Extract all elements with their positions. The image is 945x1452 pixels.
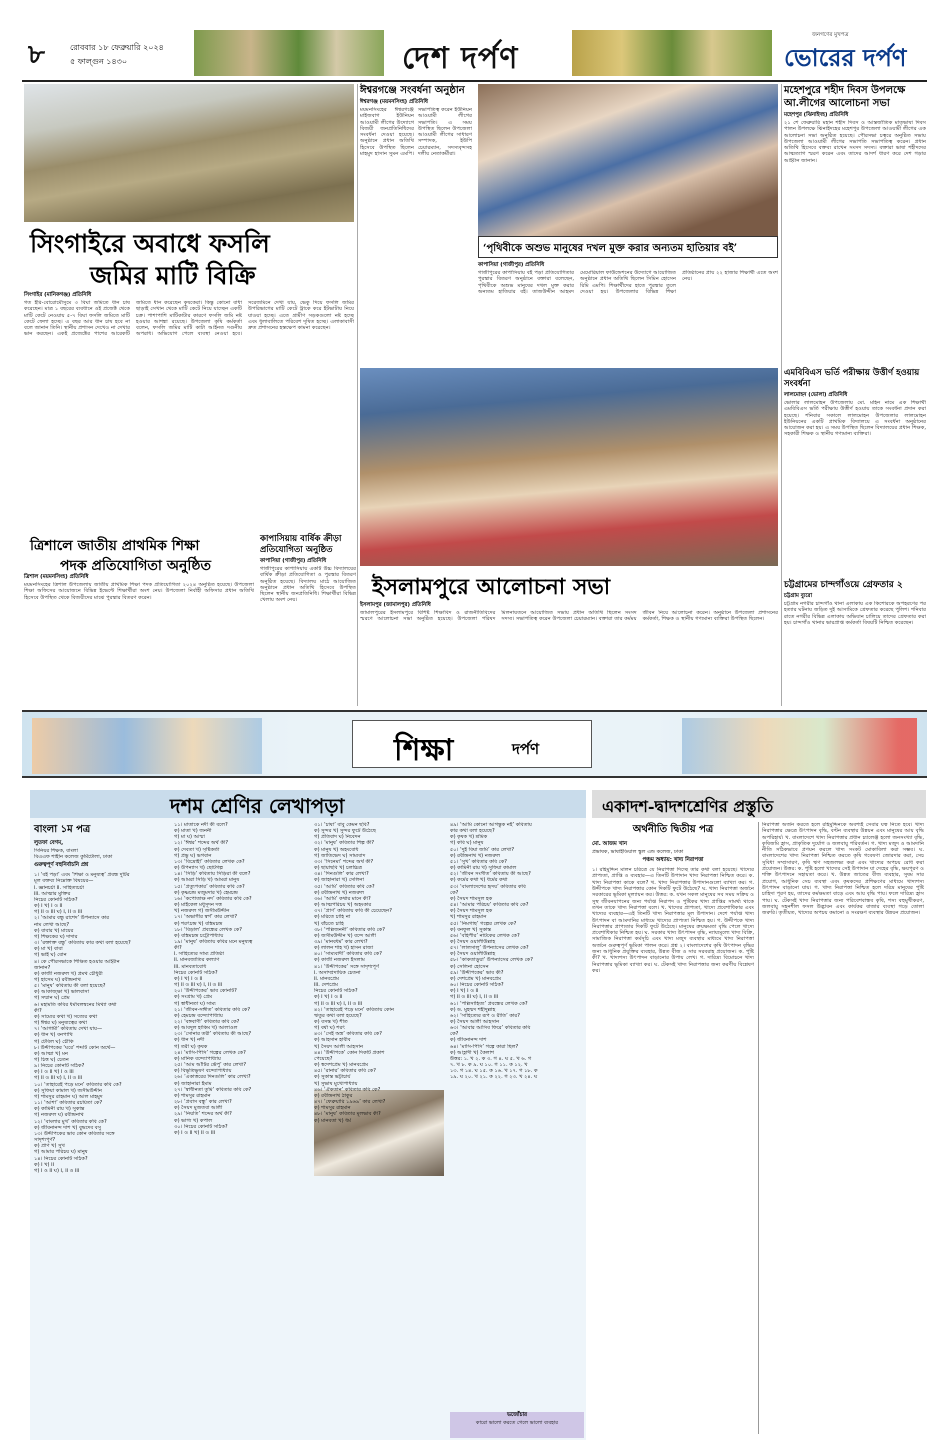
question-line: ক) শরৎচন্দ্র খ) বঙ্কিমচন্দ্র	[174, 920, 223, 927]
question-line: ক) মাতা খ) জননী	[174, 828, 212, 835]
question-line: ক) বাবার খ) মায়ের	[34, 927, 74, 934]
kapasia-sports-text: গাজীপুরের কাপাসিয়ায় একটি উচ্চ বিদ্যালয়ের বার্ষিক ক্রীড়া প্রতিযোগিতা ও পুরস্কার বিতরণ অনুষ্ঠিত হয়েছে। বিদ্যালয় মাঠে আয়োজিত অনুষ্ঠানে প্রধান অতিথি হিসেবে উপস্থিত ছিলেন স্থানীয় জনপ্রতিনিধি। শিক্ষার্থীরা বিভিন্ন খেলায় অংশ নেয়।	[260, 566, 356, 604]
question-line: নিচের কোনটি সঠিক?	[314, 988, 358, 995]
class10-teacher: লুতফা বেগম,	[34, 840, 64, 846]
question-line: ৩৮। ‘পল্লিজননী’ কবিতার কবি কে?	[314, 926, 385, 933]
date-line-1: রোববার ১৮ ফেব্রুয়ারি ২০২৪	[70, 43, 164, 52]
question-line: গ) প্রতিবাদ ঘ) নিবেদন	[314, 834, 361, 841]
question-line: ক) i খ) ii	[34, 1161, 54, 1168]
section-title: দেশ দর্পণ	[402, 41, 519, 76]
question-line: ১। ‘বই পড়া’ এবং ‘শিক্ষা ও মনুষ্যত্ব’ প্রবন্ধ দুটির	[34, 872, 130, 879]
question-line: ২। ‘আমার বন্ধু রাশেদ’ উপন্যাসে কার	[34, 915, 110, 922]
question-line: গ) তরী ঘ) কৃষক	[174, 1043, 208, 1050]
question-line: খ) সুভাষ মুখোপাধ্যায়	[314, 1080, 358, 1087]
question-line: গ) কবি ঘ) মানুষ	[450, 840, 484, 847]
header-strip-left	[194, 30, 384, 76]
education-banner	[22, 710, 927, 778]
book-byline: কাপাসিয়া (গাজীপুর) প্রতিনিধি	[478, 262, 545, 268]
question-line: ক) কৃষ্ণচন্দ্র মজুমদার খ) হেমচন্দ্র	[174, 889, 238, 896]
question-line: ii. মানবপ্রেম	[314, 975, 339, 982]
class11-text-2: নিরাপত্তা অর্জন করতে হলে রহিমুদ্দিনকে অবশ্যই সেবার যত্ন নিতে হবে। খাদ্য নিরাপত্তার ক্ষেত্রে উৎপাদন বৃদ্ধি, বণ্টন ব্যবস্থার উন্নয়ন এবং মানুষের আয় বৃদ্ধি অপরিহার্য। খ. বাংলাদেশে খাদ্য নিরাপত্তার প্রধান চ্যালেঞ্জ হলো জনসংখ্যা বৃদ্ধি, কৃষিজমি হ্রাস, প্রাকৃতিক দুর্যোগ ও জলবায়ু পরিবর্তন। গ. খাদ্য মজুদ ও আমদানি নীতি সঠিকভাবে প্রণয়ন করলে খাদ্য সংকট মোকাবিলা করা সম্ভব। ঘ. বাংলাদেশের খাদ্য নিরাপত্তা নিশ্চিত করতে কৃষি গবেষণা জোরদার করা, সেচ সুবিধা সম্প্রসারণ, কৃষি ঋণ সহজলভ্য করা এবং খাদ্যের অপচয় রোধ করা প্রয়োজন। উত্তর: ক. পুষ্টি হলো খাদ্যের সেই উপাদান যা দেহের বৃদ্ধি, ক্ষয়পূরণ ও শক্তি উৎপাদনে সহায়তা করে। খ. উন্নত জাতের বীজ ব্যবহার, সুষম সার প্রয়োগ, আধুনিক সেচ ব্যবস্থা এবং কৃষকদের প্রশিক্ষণের মাধ্যমে খাদ্যশস্য উৎপাদন বাড়ানো যায়। গ. খাদ্য নিরাপত্তা নিশ্চিত হলে দরিদ্র মানুষের পুষ্টি চাহিদা পূরণ হয়, তাদের কর্মক্ষমতা বাড়ে এবং আয় বৃদ্ধি পায়। ফলে দারিদ্র্য হ্রাস পায়। ঘ. টেকসই খাদ্য নিরাপত্তার জন্য পরিবেশবান্ধব কৃষি, শস্য বহুমুখীকরণ, জলবায়ু সহনশীল ফসল উদ্ভাবন এবং কার্যকর বাজার ব্যবস্থা গড়ে তোলা জরুরি। তৃতীয়ত, খাদ্যের অপচয় কমানো ও সংরক্ষণ ব্যবস্থার উন্নয়ন প্রয়োজন।	[762, 822, 924, 917]
question-line: গ) স্বাধীনতা ঘ) সাম্য	[174, 1000, 216, 1007]
question-line: ক) কাজী নজরুল খ) প্রমথ চৌধুরী	[34, 970, 103, 977]
question-line: ক) i খ) i ও ii	[450, 988, 479, 995]
ishwarganj-headline: ঈশ্বরগঞ্জে সংবর্ধনা অনুষ্ঠান	[360, 85, 465, 96]
question-line: ৩৪। ‘দিনগুলি’ কার লেখা?	[314, 871, 369, 878]
question-line: ১১। ‘আশা’ কবিতার রচয়িতা কে?	[34, 1100, 103, 1107]
book-text: গাজীপুরের কাপাসিয়ায় বই পড়া প্রতিযোগিতার পুরস্কার বিতরণ অনুষ্ঠানে বক্তারা বলেছেন, পৃথিবীকে অশুভ মানুষের দখল মুক্ত করার অন্যতম হাতিয়ার বই। তাজউদ্দীন আহমদ মেমোরিয়াল ফাউন্ডেশনের উদ্যোগে আয়োজিত অনুষ্ঠানে প্রধান অতিথি ছিলেন সিমিন হোসেন রিমি এমপি। শিক্ষার্থীদের হাতে পুরস্কার তুলে দেওয়া হয়। উপজেলার বিভিন্ন শিক্ষা প্রতিষ্ঠানের প্রায় ২২ হাজার শিক্ষার্থী এতে অংশ নেয়।	[478, 270, 778, 295]
question-line: ঋতুর কথা বলা হয়েছে?	[314, 1012, 362, 1019]
question-line: ক) রবীন্দ্রনাথ খ) নজরুল	[450, 852, 501, 859]
maheshpur-story	[784, 84, 926, 364]
question-line: ক) মানবতা খ) ধর্ম	[314, 1117, 351, 1124]
question-line: ৩৫। ‘আমি’ কবিতার কবি কে?	[314, 883, 375, 890]
question-line: ৯। নিচের কোনটি সঠিক?	[34, 1063, 85, 1070]
question-line: ৬০। নিচের কোনটি সঠিক?	[450, 982, 504, 989]
question-line: ৪০। ‘সাম্যবাদী’ কবিতার কবি কে?	[314, 951, 382, 958]
question-line: ৫। ‘মানুষ’ কবিতায় কী বলা হয়েছে?	[34, 983, 106, 990]
question-line: ক) রবীন্দ্রনাথ খ) নজরুল	[314, 889, 365, 896]
question-line: ৬২। ‘সাহিত্যের রূপ ও রীতি’ কার?	[450, 1012, 520, 1019]
question-line: ৬৪। ‘মাসি-পিসি’ গল্পে কারা ছিল?	[450, 1043, 519, 1050]
header-rule	[22, 80, 927, 82]
question-line: ক) লালন শাহ খ) হাসন রাজা	[314, 945, 374, 952]
question-line: ৫৭। ‘লালসালু’ উপন্যাসের লেখক কে?	[450, 945, 529, 952]
question-line: ক) স্বদেশপ্রেম খ) মানবপ্রেম	[314, 1062, 369, 1069]
class10-footer-text: কারো ভালো করতে গেলে ভালো ব্যবহার	[475, 1420, 559, 1426]
question-line: কী?	[174, 945, 182, 952]
question-line: কার কথা বলা হয়েছে?	[450, 828, 495, 835]
question-line: ক) জাহানারা খ) সেলিনা	[314, 877, 364, 884]
column-rule-2	[781, 84, 782, 706]
question-line: ক) i খ) i ও ii	[314, 994, 343, 1001]
question-line: ৪৯। ‘আমি কোনো আগন্তুক নই’ কবিতায়	[450, 822, 532, 828]
book-caption: ‘পৃথিবীকে অশুভ মানুষের দখল মুক্ত করার অন্যতম হাতিয়ার বই’	[483, 243, 738, 254]
question-line: ক) আকাজ্ক্ষা খ) ভালবাসা	[34, 989, 90, 996]
question-line: ১১। মাতাকে নদী কী বলে?	[174, 822, 228, 828]
land-text: গত ইরি-বোরোমৌসুমে ৩ বিঘা জমিতে ধান চাষ করেছেন। মাত্র ১ বছরের ব্যবধানে ওই প্রজেক্ট থেকে মাটি কেটে নেওয়ায় ৫-৭ বিঘা ফসলি জমিতে মাটি কেটে ফেলা হচ্ছে। এ বছর আর ধান চাষ হবে না বলে জানান তিনি। স্থানীয় প্রশাসন দেখেও না দেখার ভান করছেন। একই প্রজেক্টের পাশের আরেকটি জমিতে ধান করেছেন কৃষকেরা। কিন্তু কোনো বাধা ছাড়াই সেখান থেকে মাটি কেটে নিয়ে যাচ্ছেন একটি চক্র। পাশাপাশি মাটিকাটার কারণে ফসলি জমি নষ্ট হওয়ার আশঙ্কা রয়েছে। উপজেলা কৃষি কর্মকর্তা বলেন, ফসলি জমির মাটি কাটা আইনত দণ্ডনীয় অপরাধ। অভিযোগ পেলে ব্যবস্থা নেওয়া হবে। সরেজমিনে দেখা যায়, ভেকু দিয়ে ফসলি জমির উপরিভাগের মাটি কেটে ট্রাকে করে ইটভাটায় নিয়ে যাওয়া হচ্ছে। এতে গ্রামীণ সড়কগুলো নষ্ট হচ্ছে এবং ধুলাবালিতে পরিবেশ দূষিত হচ্ছে। এলাকাবাসী দ্রুত প্রশাসনের হস্তক্ষেপ কামনা করেছেন।	[24, 300, 354, 338]
question-line: ক) ভাগ্য খ) কপাল	[174, 1117, 213, 1124]
question-line: গ) আমার পরিচয় ঘ) মানুষ	[34, 1149, 88, 1156]
question-line: ৩। ‘রক্তাক্ত বন্ধু’ কবিতায় কার কথা বলা হয়েছে?	[34, 940, 131, 947]
question-line: ২৬। ‘একাত্তরের দিনগুলি’ কার লেখা?	[174, 1074, 251, 1081]
question-line: ক) সৈয়দ ওয়ালীউল্লাহ	[450, 938, 496, 945]
kapasia-sports-story	[260, 534, 356, 706]
trishal-byline: ত্রিশাল (ময়মনসিংহ) প্রতিনিধি	[24, 574, 89, 580]
land-byline: সিংগাইর (মানিকগঞ্জ) প্রতিনিধি	[24, 292, 92, 298]
question-line: নাম লেখা আছে?	[34, 921, 70, 928]
question-line: ক) জসীমউদ্দীন খ) বন্দে আলী	[314, 932, 376, 939]
question-line: ১০। ‘তাহারেই পড়ে মনে’ কবিতার কবি কে?	[34, 1081, 122, 1088]
class10-section	[30, 790, 586, 1440]
question-line: ৭। ‘আগামী’ কবিতায় দেখা যায়—	[34, 1026, 103, 1033]
question-line: ক) সৈয়দ আলী আহসান	[450, 1019, 500, 1025]
question-line: ক) কামিনী রায় খ) সুফিয়া কামাল	[450, 865, 517, 872]
question-line: ক) সেলিনা হোসেন	[450, 963, 489, 970]
question-line: ক) আবদুল হাকিম খ) আলাওল	[174, 1025, 238, 1032]
question-line: ১৪। নিচের কোনটি সঠিক?	[34, 1155, 88, 1162]
question-line: ১২। ‘ঈশ্বর’ শব্দের অর্থ কী?	[174, 840, 229, 847]
banner-title-big: শিক্ষা	[394, 733, 454, 768]
question-line: ক) মা খ) বাবা	[34, 946, 63, 953]
ishwarganj-text: ময়মনসিংহের ঈশ্বরগঞ্জে মাইজবাগ ইউনিয়ন আওয়ামী লীগের উদ্যোগে বিজয়ী জনপ্রতিনিধিদের সংবর্ধনা দেওয়া হয়েছে। অনুষ্ঠানে প্রধান অতিথি হিসেবে উপস্থিত ছিলেন মাহমুদ হাসান সুমন এমপি। সভাপতিত্ব করেন ইউনিয়ন আওয়ামী লীগের সভাপতি। এ সময় উপস্থিত ছিলেন উপজেলা আওয়ামী লীগের সাধারণ সম্পাদক, ইউপি চেয়ারম্যান, সদস্যবৃন্দসহ দলীয় নেতাকর্মীরা।	[360, 107, 472, 158]
class11-teacher-post: প্রভাষক, ভাষাইডিয়াল স্কুল এন্ড কলেজ, ঢাকা	[592, 849, 684, 855]
question-line: ৩৯। ‘মানবধর্ম’ কার লেখা?	[314, 938, 368, 945]
class11-chapter: পঞ্চম অধ্যায়: খাদ্য নিরাপত্তা	[642, 857, 704, 864]
maheshpur-headline: মহেশপুরে শহীদ দিবস উপলক্ষে আ.লীগের আলোচনা সভা	[784, 85, 906, 109]
question-line: ৫৪। ‘আমার পরিচয়’ কবিতার কবি কে?	[450, 902, 529, 909]
islampur-text: জামালপুরের ইসলামপুরে বিশিষ্ট শিক্ষাবিদ ও রাজনীতিবিদের স্মরণে আলোচনা সভা অনুষ্ঠিত হয়েছে। উপজেলা পরিষদ মিলনায়তনে আয়োজিত সভায় প্রধান অতিথি ছিলেন সংসদ সদস্য। সভাপতিত্ব করেন উপজেলা চেয়ারম্যান। বক্তারা তার কর্মময় জীবন নিয়ে আলোচনা করেন। অনুষ্ঠানে উপজেলা প্রশাসনের কর্মকর্তা, শিক্ষক ও স্থানীয় গণ্যমান্য ব্যক্তিরা উপস্থিত ছিলেন।	[360, 610, 778, 623]
kapasia-sports-byline: কাপাসিয়া (গাজীপুর) প্রতিনিধি	[260, 558, 327, 564]
class11-subject: অর্থনীতি দ্বিতীয় পত্র	[632, 824, 714, 835]
question-line: জানান?	[34, 964, 51, 971]
question-line: ৩১। ‘চাষা’ বাবু কেমন ছবি?	[314, 822, 370, 828]
question-line: গ) ii ও iii ঘ) i, ii ও iii	[314, 1000, 363, 1007]
trishal-text: ময়মনসিংহের ত্রিশাল উপজেলায় জাতীয় প্রাথমিক শিক্ষা পদক প্রতিযোগিতা ২০২৪ অনুষ্ঠিত হয়েছে। উপজেলা শিক্ষা অফিসের আয়োজনে বিভিন্ন ইভেন্টে শিক্ষার্থীরা অংশ নেয়। উপজেলা নির্বাহী অফিসার প্রধান অতিথি হিসেবে উপস্থিত থেকে বিজয়ীদের মাঝে পুরস্কার বিতরণ করেন।	[24, 582, 254, 601]
question-line: ক) i খ) i ও ii	[34, 903, 63, 910]
question-line: ৩৬। ‘আমি’ কথার মানে কী?	[314, 895, 371, 902]
question-line: ১৯. ঘ ২০. খ ২১. ক ২২. গ ২৩. খ ২৪. ঘ	[450, 1074, 538, 1081]
chattogram-text: চট্টগ্রাম নগরীর চান্দগাঁও থানা এলাকায় এক কিশোরকে অপহরণের পর হত্যার ঘটনায় জড়িত দুই আসামিকে গ্রেফতার করেছে পুলিশ। শনিবার রাতে নগরীর বিভিন্ন এলাকায় অভিযান চালিয়ে তাদের গ্রেফতার করা হয়। চান্দগাঁও থানার ভারপ্রাপ্ত কর্মকর্তা বিষয়টি নিশ্চিত করেছেন।	[784, 601, 926, 626]
question-line: ক) জীবনানন্দ দাশ	[450, 1037, 487, 1044]
question-line: ৫১। ‘সুখ’ কবিতার কবি কে?	[450, 858, 508, 865]
question-line: ক) সুন্দর খ) সুন্দর ফুটে উঠেছে	[314, 828, 376, 835]
trishal-story-body	[24, 574, 254, 704]
question-line: ক) বনফুল খ) সুকান্ত	[450, 926, 492, 933]
book-event-photo	[478, 84, 778, 236]
question-line: ৬৩। ‘আবার আসিব ফিরে’ কবিতার কবি	[450, 1025, 531, 1032]
question-line: ক) কর্মের কথা খ) ধর্মের কথা	[450, 877, 508, 884]
question-line: খ) নজরুল গ) জসীমউদ্দীন	[174, 908, 230, 915]
question-line: ক) ড. মুহম্মদ শহীদুল্লাহ	[450, 1006, 496, 1013]
question-line: ক) আত্মপরিচয় খ) অহংকার	[314, 902, 372, 909]
question-line: ২৪। ‘মাসি-পিসি’ গল্পের লেখক কে?	[174, 1049, 246, 1056]
question-line: ক) মরিতে চাহি না	[314, 914, 351, 921]
question-line: সাদৃশ্যপূর্ণ?	[34, 1137, 56, 1144]
question-line: ৫৬। ‘বহিপীর’ নাটকের লেখক কে?	[450, 932, 520, 939]
question-line: iii. মানবতাবোধ	[174, 963, 207, 970]
chattogram-headline: চট্টগ্রামের চান্দগাঁওয়ে গ্রেফতার ২	[784, 580, 903, 590]
question-line: ক) আমরা সিঁড়ি খ) আমরা মানুষ	[174, 877, 240, 884]
maheshpur-byline: মহেশপুর (ঝিনাইদহ) প্রতিনিধি	[784, 112, 849, 118]
question-line: গ) টেবিল ঘ) চৌকি	[34, 1038, 74, 1045]
question-line: ১৩. গ ১৪. ঘ ১৫. ক ১৬. খ ১৭. গ ১৮. ক	[450, 1068, 538, 1075]
question-line: ক) আহসান হাবীব	[314, 1037, 351, 1044]
question-line: ৭. খ ৮. ক ৯. ঘ ১০. গ ১১. ক ১২. খ	[450, 1062, 528, 1069]
question-line: ২৭। ‘স্বাধীনতা তুমি’ কবিতার কবি কে?	[174, 1086, 252, 1093]
question-line: গ) মা ঘ) আম্মা	[174, 834, 205, 841]
class10-col1	[34, 822, 168, 1434]
question-line: গ) বর্ষা ঘ) শরৎ	[314, 1025, 345, 1032]
question-line: নিচের কোনটি সঠিক?	[174, 969, 218, 976]
land-headline-1: সিংগাইরে অবাধে ফসলি	[30, 229, 270, 258]
islampur-story-body	[360, 602, 778, 706]
question-line: ১৩। ‘বিদ্রোহী’ কবিতার লেখক কে?	[174, 858, 245, 865]
question-line: ৫৯। ‘উদ্দীপকের’ ভাব কী?	[450, 969, 504, 976]
question-line: ৫৮। ‘কাকতাড়ুয়া’ উপন্যাসের লেখক কে?	[450, 957, 533, 964]
islampur-headline: ইসলামপুরে আলোচনা সভা	[372, 574, 611, 600]
question-line: ১৪। ‘সিঁড়ি’ কবিতায় সিঁড়িরা কী বলে?	[174, 871, 251, 878]
question-line: ১৮। ‘বিড়াল’ প্রবন্ধের লেখক কে?	[174, 926, 242, 933]
maheshpur-text: ২১ শে ফেব্রুয়ারি মহান শহীদ দিবস ও আন্তর্জাতিক মাতৃভাষা দিবস পালন উপলক্ষে ঝিনাইদহের মহেশপুর উপজেলা আওয়ামী লীগের এক আলোচনা সভা অনুষ্ঠিত হয়েছে। পৌরসভা চত্বরে অনুষ্ঠিত সভায় উপজেলা আওয়ামী লীগের সভাপতি সভাপতিত্ব করেন। প্রধান অতিথি হিসেবে বক্তব্য রাখেন সংসদ সদস্য। বক্তারা ভাষা শহীদদের আত্মত্যাগ স্মরণ করেন এবং তাদের আদর্শ ধারণ করে দেশ গড়ার আহ্বান জানান।	[784, 120, 926, 164]
question-line: ক) ছায়াছবি খ) চলচ্চিত্র	[314, 865, 362, 872]
question-line: ক) বঙ্কিমচন্দ্র চট্টোপাধ্যায়	[174, 932, 224, 939]
question-line: ৩০। নিচের কোনটি সঠিক?	[174, 1123, 228, 1130]
question-line: গ) সম্মান ঘ) প্রেম	[34, 995, 70, 1002]
question-line: খ) শামসুর রাহমান	[450, 914, 487, 921]
question-line: ক) শামসুর রাহমান	[174, 1092, 211, 1099]
question-line: ৪৩। ‘সেই অস্ত্র’ কবিতার কবি কে?	[314, 1031, 382, 1038]
class11-col1	[592, 822, 754, 1434]
question-line: i. সাহিত্যের সাম্য প্রতিষ্ঠা	[174, 951, 225, 958]
question-line: ৫০। ‘দুই বিঘা জমি’ কার লেখা?	[450, 846, 515, 853]
question-line: ক) সৈয়দ ওয়ালীউল্লাহ	[450, 951, 496, 958]
question-line: গ) জাতিভেদ ঘ) সাম্যবাদ	[314, 852, 366, 859]
question-line: ক) কৃষক খ) শ্রমিক	[450, 834, 488, 841]
class10-questions-2	[174, 822, 308, 1434]
banner-title-small: দর্পণ	[512, 740, 540, 758]
question-line: ক) i ও ii খ) i ও iii	[34, 1069, 74, 1076]
question-line: কী?	[34, 1007, 42, 1014]
islampur-photo	[360, 368, 778, 566]
mbbs-story	[784, 368, 926, 578]
chattogram-story	[784, 580, 926, 706]
question-line: ৩৭। ‘প্রাণ’ কবিতায় কবি কী চেয়েছেন?	[314, 908, 392, 915]
question-line: ২১। ‘জীবন-সঙ্গীত’ কবিতার কবি কে?	[174, 1006, 251, 1013]
question-line: ২৩। ‘সোনার তরী’ কবিতায় কী আছে?	[174, 1031, 252, 1038]
ishwarganj-byline: ঈশ্বরগঞ্জ (ময়মনসিংহ) প্রতিনিধি	[360, 99, 428, 105]
mbbs-text: ভোলার লালমোহন উপজেলায় মো. মহিন নামে এক শিক্ষার্থী এমবিবিএস ভর্তি পরীক্ষায় উত্তীর্ণ হওয়ায় তাকে সংবর্ধনা প্রদান করা হয়েছে। শনিবার সকালে লালমোহন উপজেলার লালমোহন ইউনিয়নের একটি প্রাথমিক বিদ্যালয়ে এ সংবর্ধনা অনুষ্ঠানের আয়োজন করা হয়। এ সময় উপস্থিত ছিলেন বিদ্যালয়ের প্রধান শিক্ষক, সহকারী শিক্ষক ও স্থানীয় গণ্যমান্য ব্যক্তিরা।	[784, 400, 926, 438]
class11-header: একাদশ-দ্বাদশশ্রেণির প্রস্তুতি	[602, 797, 774, 816]
question-line: ক) জাহানারা ইমাম	[174, 1080, 212, 1087]
question-line: ক) সৈয়দ মুজতবা আলী	[174, 1105, 223, 1112]
question-line: ৩৩। ‘সিনেমা’ শব্দের অর্থ কী?	[314, 858, 374, 865]
question-line: ৫৫। ‘নিমগাছ’ গল্পের লেখক কে?	[450, 920, 517, 927]
class10-header: দশম শ্রেণির লেখাপড়া	[170, 794, 345, 818]
question-line: ক) কাজী নজরুল ইসলাম	[314, 957, 365, 964]
question-line: খ) বাঁচতে চাহি	[314, 920, 344, 927]
question-line: ক) সংগ্রাম খ) প্রেম	[174, 994, 213, 1001]
class11-text-1: ১। রহিমুদ্দিন মালন চরিত্রে যে নিরাপত্তা দিচ্ছে তার কথা বলা হয়েছে। খাদ্যের প্রাপ্যতা, প্রাপ্তি ও ব্যবহার—এ তিনটি উপাদান খাদ্য নিরাপত্তা নিশ্চিত করে। ক. খাদ্য নিরাপত্তা কাকে বলে? খ. খাদ্য নিরাপত্তার উপাদানগুলো ব্যাখ্যা কর। গ. উদ্দীপকে খাদ্য নিরাপত্তার কোন দিকটি ফুটে উঠেছে? ঘ. খাদ্য নিরাপত্তা অর্জনে সরকারের ভূমিকা মূল্যায়ন কর। উত্তর: ক. যখন সকল মানুষের সব সময় সক্রিয় ও সুস্থ জীবনযাপনের জন্য পর্যাপ্ত নিরাপদ ও পুষ্টিকর খাদ্য প্রাপ্তির সামর্থ্য থাকে তখন তাকে খাদ্য নিরাপত্তা বলে। খ. খাদ্যের প্রাপ্যতা, খাদ্যে প্রবেশাধিকার এবং খাদ্যের ব্যবহার—এই তিনটি খাদ্য নিরাপত্তার মূল উপাদান। দেশে পর্যাপ্ত খাদ্য উৎপাদন বা আমদানির মাধ্যমে খাদ্যের প্রাপ্যতা নিশ্চিত হয়। গ. উদ্দীপকে খাদ্য নিরাপত্তার প্রাপ্যতার দিকটি ফুটে উঠেছে। মানুষের ক্রয়ক্ষমতা বৃদ্ধি পেলে খাদ্যে প্রবেশাধিকার নিশ্চিত হয়। ঘ. সরকার খাদ্য উৎপাদন বৃদ্ধি, ন্যায্যমূল্যে খাদ্য বিক্রি, সামাজিক নিরাপত্তা কর্মসূচি এবং খাদ্য মজুদ ব্যবস্থার মাধ্যমে খাদ্য নিরাপত্তা অর্জনে গুরুত্বপূর্ণ ভূমিকা পালন করে। প্রশ্ন ২। বাংলাদেশের কৃষি উৎপাদন বৃদ্ধির জন্য আধুনিক প্রযুক্তির ব্যবহার, উন্নত বীজ ও সার সরবরাহ প্রয়োজন। ক. পুষ্টি কী? খ. খাদ্যশস্য উৎপাদন বাড়ানোর উপায় লেখ। গ. দারিদ্র্য বিমোচনে খাদ্য নিরাপত্তার ভূমিকা ব্যাখ্যা কর। ঘ. টেকসই খাদ্য নিরাপত্তার জন্য করণীয় বিশ্লেষণ কর।	[592, 867, 754, 974]
class10-section-title: গুরুত্বপূর্ণ বহুনির্বাচনি প্রশ্ন	[34, 862, 89, 869]
header-strip-right	[572, 30, 772, 76]
class10-questions-1	[34, 872, 168, 1412]
question-line: মূল বক্তব্য নিম্নোক্ত বিষয়ের—	[34, 878, 94, 885]
question-line: ক) মানুষ খ) অহংবোধ	[314, 846, 359, 853]
question-line: i. জ্ঞানচর্চা ii. সাহিত্যচর্চা	[34, 884, 84, 891]
question-line: ক) সৈয়দ শামসুল হক	[450, 895, 493, 902]
question-line: ক) i খ) i ও ii	[174, 975, 203, 982]
question-line: পেয়েছে?	[314, 1055, 333, 1062]
question-line: ক) দেশপ্রেম খ) মানবপ্রেম	[450, 975, 502, 982]
question-line: ক) ধান খ) নদী	[174, 1037, 205, 1044]
question-line: ii. মানবজাতির কল্যাণ	[174, 957, 220, 964]
question-line: ক) ধান খ) বনপাখি	[34, 1032, 73, 1039]
class11-divider	[758, 822, 759, 1434]
question-line: গ) শামসুর রাহমান ঘ) আল মাহমুদ	[34, 1093, 103, 1100]
paper-tag: জনগণের মুখপত্র	[812, 32, 849, 38]
question-line: গ) শিক্ষকের ঘ) দাদার	[34, 933, 78, 940]
book-story-body	[478, 262, 778, 366]
question-line: ক) উপন্যাস খ) ছোটগল্প	[174, 865, 223, 872]
class10-questions-4	[450, 822, 584, 1412]
question-line: ক) জীবনানন্দ দাশ খ) বুদ্ধদেব বসু	[34, 1124, 101, 1131]
question-line: ১৯। ‘মানুষ’ কবিতায় কবির মনে মনুষ্যত্ব	[174, 938, 253, 945]
question-line: গ) প্রভু ঘ) ভগবান	[174, 852, 212, 859]
page-header	[22, 30, 927, 80]
page-number: ৮	[28, 40, 45, 70]
question-line: i. অসাম্প্রদায়িক চেতনা	[314, 969, 361, 976]
trishal-headline-2: পদক প্রতিযোগিতা অনুষ্ঠিত	[60, 558, 211, 574]
question-line: ১৬। ‘কপোতাক্ষ নদ’ কবিতার কবি কে?	[174, 895, 252, 902]
question-line: ১৩। উদ্দীপকের ভাব কোন কবিতার সঙ্গে	[34, 1130, 115, 1137]
question-line: ১৫। ‘প্রত্যুপকার’ কবিতার কবি কে?	[174, 883, 245, 890]
question-line: ৫৩। ‘বাংলাদেশের হৃদয়’ কবিতার কবি	[450, 883, 526, 890]
question-line: ক) সুকান্ত ভট্টাচার্য	[314, 1074, 351, 1081]
class10-questions-3	[314, 822, 444, 1434]
class11-teacher: মো. আজম খান	[592, 841, 627, 847]
question-line: ক) i ও ii খ) ii ও iii	[174, 1129, 216, 1136]
question-line: ৪৭। ‘ফেব্রুয়ারি ১৯৬৯’ কার লেখা?	[314, 1099, 386, 1106]
question-line: ৪৫। ‘রানার’ কবিতার কবি কে?	[314, 1068, 376, 1075]
question-line: গ) নজরুল ঘ) রবীন্দ্রনাথ	[34, 1112, 84, 1119]
class10-footer-box	[450, 1412, 584, 1438]
question-line: ৪৪। ‘উদ্দীপকে’ কোন দিকটি প্রকাশ	[314, 1049, 385, 1056]
question-line: ৩২। ‘মানুষ’ কবিতার শিল্প কী?	[314, 840, 375, 847]
question-line: কে?	[450, 889, 459, 896]
question-line: iii. আত্মার মুক্তির	[34, 890, 71, 897]
question-line: ১২। ‘বাংলার মুখ’ কবিতার কবি কে?	[34, 1118, 107, 1125]
question-line: ৬১। ‘পল্লিসাহিত্য’ প্রবন্ধের লেখক কে?	[450, 1000, 528, 1007]
question-line: ক) মাইকেল মধুসূদন দত্ত	[174, 902, 222, 909]
question-line: ক) রবীন্দ্রনাথ ঠাকুর	[314, 1092, 353, 1099]
question-line: ক) সুফিয়া কামাল খ) জসীমউদ্দীন	[34, 1087, 102, 1094]
question-line: ৪। কে পৌরসভাকে শিক্ষিত হওয়ার আহ্বান	[34, 958, 120, 965]
land-headline-2: জমির মাটি বিক্রি	[90, 261, 256, 290]
question-line: ৪১। ‘উদ্দীপকের’ সঙ্গে সাদৃশ্যপূর্ণ	[314, 963, 379, 970]
question-line: ৮। উদ্দীপকের ‘ঘরে’ শব্দটি কোন অর্থে—	[34, 1044, 116, 1051]
question-line: ৪৬। ‘ঐকতান’ কবিতার কবি কে?	[314, 1086, 381, 1093]
question-line: ক) দেবতা খ) সৃষ্টিকর্তা	[174, 846, 220, 853]
question-line: ক) সাম্যের কথা খ) সত্যের কথা	[34, 1013, 98, 1020]
question-line: গ) ii ও iii ঘ) i, ii ও iii	[450, 994, 499, 1001]
banner-kids-left	[32, 718, 262, 774]
question-line: ক) বসন্ত খ) শীত	[314, 1019, 348, 1025]
class10-teacher-post: সিনিয়র শিক্ষক, বাংলা	[34, 848, 78, 854]
question-line: নিচের কোনটি সঠিক?	[34, 896, 78, 903]
column-rule-1	[357, 84, 358, 706]
class10-footer-label: ভজোঁচার	[506, 1412, 527, 1418]
question-line: ক) আত্মা খ) মন	[34, 1050, 68, 1057]
banner-title-box	[352, 720, 592, 768]
question-line: ৪২। ‘তাহারেই পড়ে মনে’ কবিতায় কোন	[314, 1006, 395, 1013]
question-line: গ) ভাই ঘ) বোন	[34, 952, 67, 959]
question-line: কে?	[450, 1031, 459, 1038]
mbbs-headline: এমবিবিএস ভর্তি পরীক্ষায় উত্তীর্ণ হওয়ায় সংবর্ধনা	[784, 368, 920, 389]
islampur-byline: ইসলামপুর (জামালপুর) প্রতিনিধি	[360, 602, 431, 608]
question-line: ৬। মহামতি কবির ধর্মাবলম্বনের মিথ্যা কথা	[34, 1001, 117, 1008]
chattogram-byline: চট্টগ্রাম ব্যুরো	[784, 593, 813, 599]
date-line-2: ৫ ফাল্গুন ১৪৩০	[70, 57, 128, 66]
question-line: ক) মানিক বন্দ্যোপাধ্যায়	[174, 1055, 221, 1062]
question-line: ক) প্রাণ খ) সুখ	[34, 1143, 65, 1150]
mbbs-byline: লালমোহন (ভোলা) প্রতিনিধি	[784, 392, 848, 398]
land-story-body	[24, 292, 354, 532]
class11-section	[592, 790, 926, 1440]
question-line: উত্তর: ১. খ ২. ক ৩. গ ৪. ঘ ৫. খ ৬. গ	[450, 1055, 532, 1062]
question-line: ২০। ‘উদ্দীপকের’ ভাব কোনটি?	[174, 988, 237, 995]
question-line: ৫২। ‘জীবন সংগীত’ কবিতায় কী আছে?	[450, 871, 531, 878]
question-line: গ) i ও ii ঘ) i, ii ও iii	[34, 1167, 80, 1174]
question-line: ক) কামিনী রায় খ) সুকান্ত	[34, 1106, 85, 1113]
question-line: গ) হাসেম ঘ) রবীন্দ্রনাথ	[34, 976, 81, 983]
land-photo	[24, 84, 354, 222]
question-line: ১৭। ‘অভাগীর স্বর্গ’ কার লেখা?	[174, 914, 238, 921]
question-line: গ) ii ও iii ঘ) i, ii ও iii	[34, 909, 83, 916]
question-line: গ) চিত্ত ঘ) চেতন	[34, 1057, 69, 1063]
trishal-headline-1: ত্রিশালে জাতীয় প্রাথমিক শিক্ষা	[30, 538, 200, 554]
question-line: ২৮। ‘প্রবাস বন্ধু’ কার লেখা?	[174, 1099, 232, 1106]
kapasia-sports-headline: কাপাসিয়ায় বার্ষিক ক্রীড়া প্রতিযোগিতা অনুষ্ঠিত	[260, 534, 342, 555]
class10-subject: বাংলা ১ম পত্র	[34, 824, 91, 835]
question-line: iii. দেশপ্রেম	[314, 982, 338, 989]
question-line: ক) সৈয়দ শামসুল হক	[450, 908, 493, 915]
question-line: খ) সৈয়দ আলী আহসান	[314, 1043, 363, 1050]
question-line: ক) শামসুর রাহমান	[314, 1105, 351, 1112]
paper-name: ভোরের দর্পণ	[784, 43, 907, 72]
question-line: গ) ঈশ্বর ঘ) মনুষ্যত্বের কথা	[34, 1020, 87, 1027]
question-line: ২৫। ‘আম আঁটির ভেঁপু’ কার লেখা?	[174, 1062, 247, 1069]
question-line: ক) বিভূতিভূষণ বন্দ্যোপাধ্যায়	[174, 1068, 232, 1075]
question-line: গ) ii ও iii ঘ) i, ii ও iii	[34, 1075, 83, 1082]
question-line: ২৯। ‘নিয়তি’ শব্দের অর্থ কী?	[174, 1111, 232, 1118]
book-caption-box	[478, 236, 778, 258]
banner-kids-right	[682, 718, 917, 774]
question-line: গ) ii ও iii ঘ) i, ii ও iii	[174, 982, 223, 989]
question-line: ক) হেমচন্দ্র বন্দ্যোপাধ্যায়	[174, 1012, 223, 1019]
question-line: ৪৮। ‘মানুষ’ কবিতার মূলভাব কী?	[314, 1111, 381, 1118]
class10-school: বিএএফ শাহীন কলেজ কুর্মিটোলা, ঢাকা	[34, 854, 113, 861]
ishwarganj-story	[360, 84, 472, 364]
question-line: ২২। ‘বঙ্গবাণী’ কবিতার কবি কে?	[174, 1019, 240, 1025]
question-line: ক) আহ্লাদী খ) কৈলাশ	[450, 1049, 495, 1056]
